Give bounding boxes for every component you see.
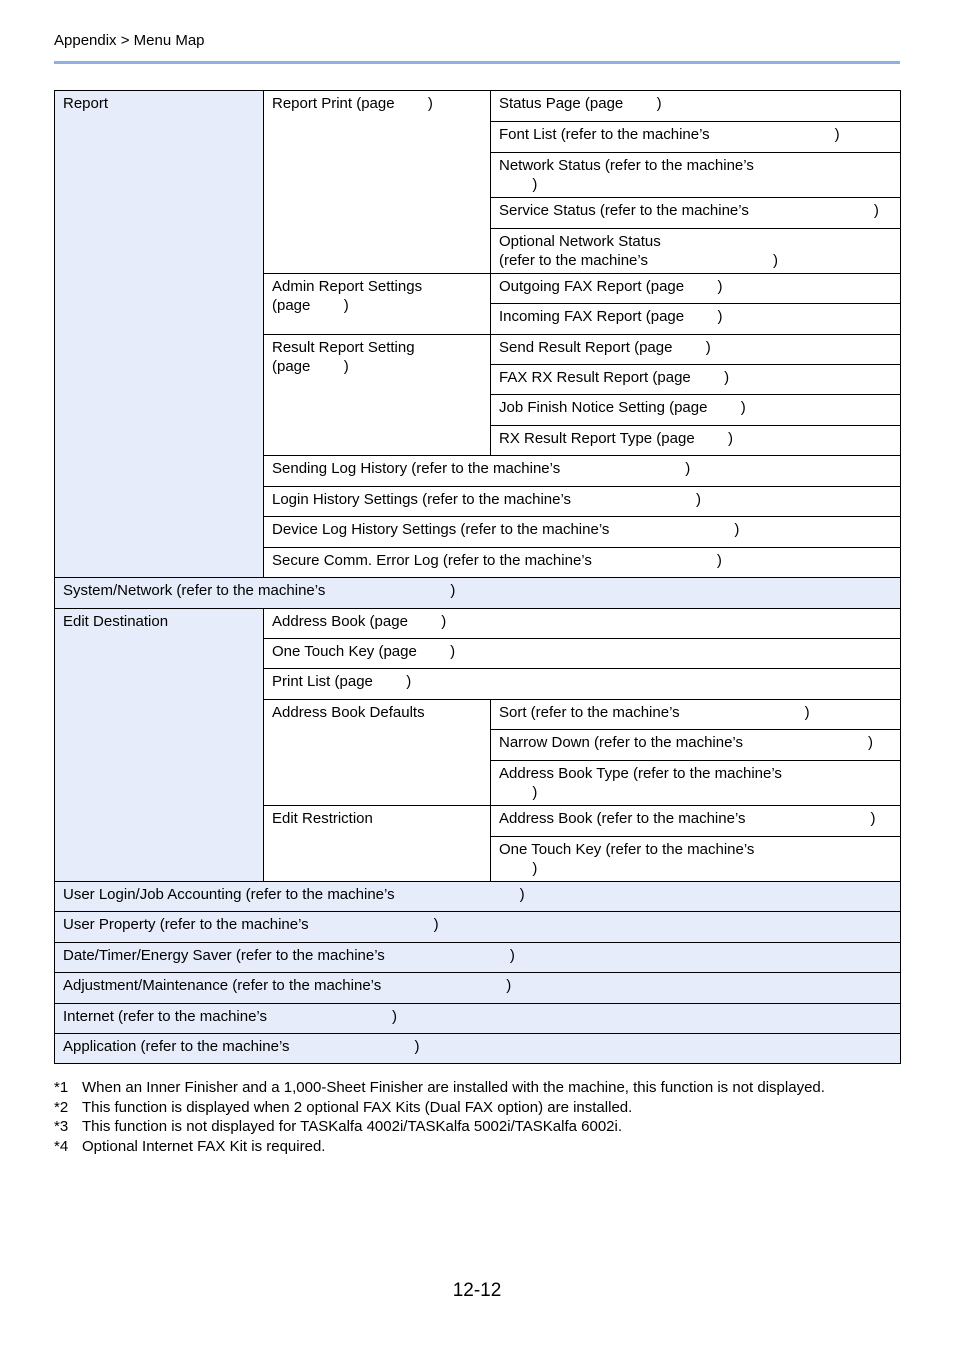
menu-status-page: Status Page (page ): [491, 91, 901, 122]
menu-sort: Sort (refer to the machine’s ): [491, 700, 901, 730]
menu-secure-comm-error-log: Secure Comm. Error Log (refer to the machine’s ): [264, 548, 901, 578]
menu-service-status: Service Status (refer to the machine’s ): [491, 198, 901, 229]
footnote-mark: *3: [54, 1118, 69, 1135]
menu-report: Report: [55, 91, 264, 578]
menu-optional-network-status: Optional Network Status (refer to the machine’s ): [491, 229, 901, 274]
menu-rx-result-report-type: RX Result Report Type (page ): [491, 426, 901, 456]
footnote: [54, 1117, 914, 1137]
menu-user-property: User Property (refer to the machine’s ): [55, 912, 901, 943]
menu-job-finish-notice: Job Finish Notice Setting (page ): [491, 395, 901, 426]
footnote-text: Optional Internet FAX Kit is required.: [82, 1137, 326, 1155]
breadcrumb: Appendix > Menu Map: [54, 32, 205, 49]
menu-print-list: Print List (page ): [264, 669, 901, 700]
menu-date-timer-energy-saver: Date/Timer/Energy Saver (refer to the machine’s ): [55, 943, 901, 973]
menu-internet: Internet (refer to the machine’s ): [55, 1004, 901, 1034]
footnote-text: When an Inner Finisher and a 1,000-Sheet Finisher are installed with the machine, this function is not displayed.: [82, 1079, 825, 1096]
header-divider: [54, 61, 900, 64]
menu-admin-report-settings: Admin Report Settings (page ): [264, 274, 491, 335]
menu-login-history-settings: Login History Settings (refer to the machine’s ): [264, 487, 901, 517]
menu-report-print: Report Print (page ): [264, 91, 491, 274]
menu-edit-destination: Edit Destination: [55, 609, 264, 882]
footnote-mark: *2: [54, 1098, 69, 1116]
menu-map-table: [54, 90, 901, 1064]
menu-result-report-setting: Result Report Setting (page ): [264, 335, 491, 456]
footnote-mark: *1: [54, 1079, 69, 1096]
menu-address-book-defaults: Address Book Defaults: [264, 700, 491, 806]
menu-system-network: System/Network (refer to the machine’s ): [55, 578, 901, 609]
footnotes: [54, 1078, 914, 1156]
menu-application: Application (refer to the machine’s ): [55, 1034, 901, 1064]
menu-incoming-fax-report: Incoming FAX Report (page ): [491, 304, 901, 335]
footnote: [54, 1098, 914, 1118]
menu-restriction-address-book: Address Book (refer to the machine’s ): [491, 806, 901, 837]
footnote-text: This function is displayed when 2 optional FAX Kits (Dual FAX option) are installed.: [82, 1098, 633, 1116]
menu-send-result-report: Send Result Report (page ): [491, 335, 901, 365]
footnote: [54, 1137, 914, 1157]
menu-sending-log-history: Sending Log History (refer to the machine’s ): [264, 456, 901, 487]
page-number: 12-12: [452, 1280, 502, 1301]
menu-device-log-history: Device Log History Settings (refer to the machine’s ): [264, 517, 901, 548]
menu-one-touch-key: One Touch Key (page ): [264, 639, 901, 669]
menu-fax-rx-result-report: FAX RX Result Report (page ): [491, 365, 901, 395]
menu-outgoing-fax-report: Outgoing FAX Report (page ): [491, 274, 901, 304]
footnote-text: This function is not displayed for TASKalfa 4002i/TASKalfa 5002i/TASKalfa 6002i.: [82, 1118, 623, 1135]
menu-narrow-down: Narrow Down (refer to the machine’s ): [491, 730, 901, 761]
menu-address-book-type: Address Book Type (refer to the machine’s ): [491, 761, 901, 806]
menu-edit-restriction: Edit Restriction: [264, 806, 491, 882]
menu-network-status: Network Status (refer to the machine’s ): [491, 153, 901, 198]
menu-address-book: Address Book (page ): [264, 609, 901, 639]
footnote: [54, 1078, 914, 1098]
menu-user-login-job-accounting: User Login/Job Accounting (refer to the machine’s ): [55, 882, 901, 912]
footnote-mark: *4: [54, 1137, 69, 1155]
menu-font-list: Font List (refer to the machine’s ): [491, 122, 901, 153]
menu-adjustment-maintenance: Adjustment/Maintenance (refer to the machine’s ): [55, 973, 901, 1004]
menu-restriction-one-touch-key: One Touch Key (refer to the machine’s ): [491, 837, 901, 882]
